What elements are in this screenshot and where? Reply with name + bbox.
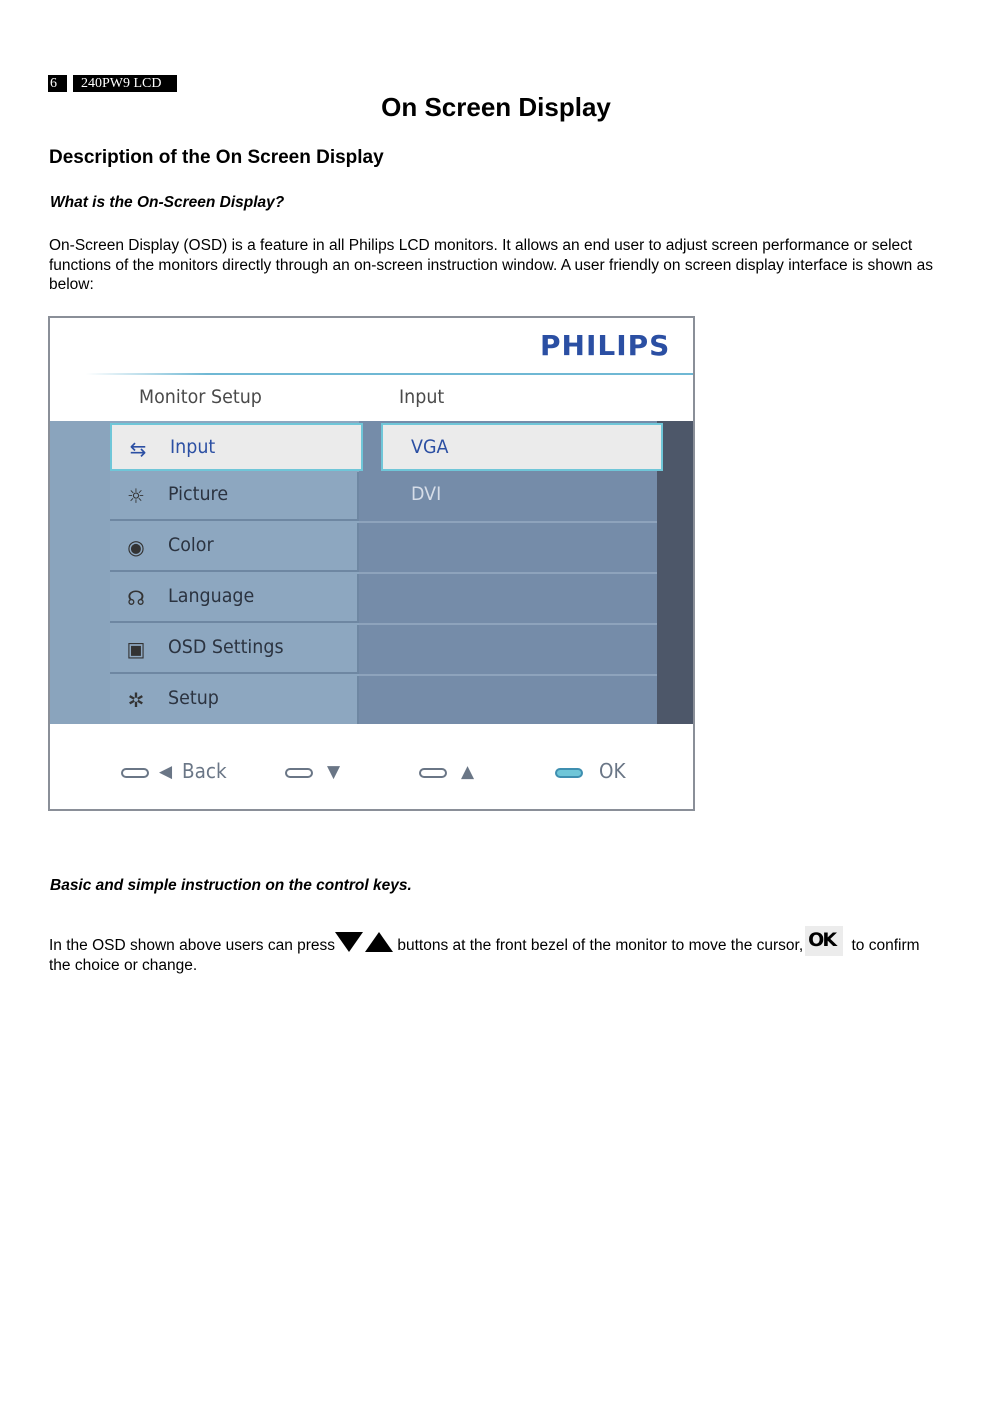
menu-item-label: Setup: [168, 687, 219, 709]
menu-item-color[interactable]: [110, 523, 359, 572]
up-arrow-icon: ▲: [461, 762, 475, 782]
menu-item-label: Input: [170, 436, 216, 458]
instructions-text-3: to confirm the choice or change.: [49, 937, 920, 974]
question-heading: What is the On-Screen Display?: [50, 194, 285, 211]
instructions-heading: Basic and simple instruction on the control keys.: [50, 877, 412, 894]
submenu-item-label: VGA: [411, 436, 449, 458]
submenu-item-label: DVI: [411, 483, 442, 505]
menu-item-picture[interactable]: [110, 472, 359, 521]
back-label: Back: [182, 759, 227, 783]
osd-header: [50, 318, 693, 419]
input-icon: ⇆: [129, 437, 147, 461]
osd-left-strip: [50, 421, 110, 724]
back-arrow-icon: ◀: [159, 762, 173, 782]
page-title: On Screen Display: [381, 92, 611, 122]
menu-item-setup[interactable]: [110, 676, 359, 725]
menu-item-osd-settings[interactable]: [110, 625, 359, 674]
instructions-text-1: In the OSD shown above users can press: [49, 937, 336, 954]
brightness-icon: ☼: [127, 484, 145, 508]
header-divider: [86, 373, 693, 375]
menu-item-language[interactable]: [110, 574, 359, 623]
osd-right-header: Input: [399, 386, 445, 408]
osd-control-bar: [50, 724, 693, 811]
intro-paragraph: On-Screen Display (OSD) is a feature in all Philips LCD monitors. It allows an end user to adjust screen performance or select functions of the monitors directly through an on-screen instruction window. A user friendly on screen display interface is shown as below:: [49, 237, 933, 293]
osd-screenshot: [48, 316, 695, 811]
osd-menu-area: [50, 421, 693, 724]
submenu-empty-row: [359, 523, 657, 574]
philips-logo: PHILIPS: [540, 329, 671, 362]
down-arrow-icon: ▼: [327, 762, 341, 782]
menu-item-label: Color: [168, 534, 214, 556]
osd-left-header: Monitor Setup: [139, 386, 262, 408]
instructions-text-2: buttons at the front bezel of the monitor to move the cursor,: [393, 937, 804, 954]
page-number: 6: [48, 75, 67, 92]
language-icon: ☊: [127, 586, 145, 610]
instructions-paragraph: [49, 926, 939, 976]
menu-item-label: Picture: [168, 483, 229, 505]
setup-gear-icon: ✲: [127, 688, 145, 712]
ok-label: OK: [599, 759, 626, 783]
button-pill-icon: [285, 768, 313, 778]
submenu-empty-row: [359, 625, 657, 676]
up-triangle-icon: [365, 932, 393, 952]
button-pill-icon: [555, 768, 583, 778]
submenu-item-dvi[interactable]: [359, 472, 657, 523]
menu-item-label: Language: [168, 585, 255, 607]
submenu-empty-row: [359, 574, 657, 625]
button-pill-icon: [121, 768, 149, 778]
menu-item-label: OSD Settings: [168, 636, 284, 658]
button-pill-icon: [419, 768, 447, 778]
ok-button-icon: OK: [805, 926, 843, 956]
down-triangle-icon: [335, 932, 363, 952]
color-icon: ◉: [127, 535, 145, 559]
menu-item-input[interactable]: [110, 423, 363, 471]
submenu-item-vga[interactable]: [381, 423, 663, 471]
section-heading: Description of the On Screen Display: [49, 147, 384, 168]
model-label: 240PW9 LCD: [73, 75, 177, 92]
osd-settings-icon: ▣: [126, 637, 146, 661]
